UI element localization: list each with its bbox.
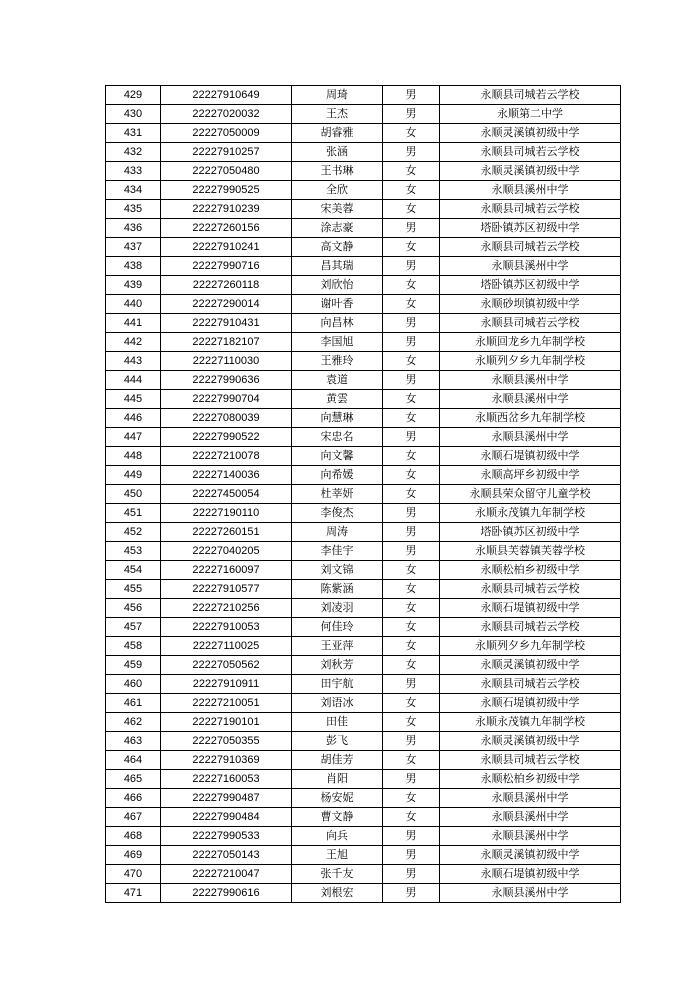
table-row <box>106 637 621 656</box>
row-number-cell: 464 <box>106 751 161 770</box>
school-name-cell: 永顺列夕乡九年制学校 <box>440 637 621 656</box>
student-name-cell: 王雅玲 <box>292 352 383 371</box>
table-row <box>106 808 621 827</box>
row-number-cell: 465 <box>106 770 161 789</box>
gender-cell: 女 <box>383 295 440 314</box>
row-number-cell: 437 <box>106 238 161 257</box>
student-name-cell: 向希媛 <box>292 466 383 485</box>
roster-table <box>105 85 621 903</box>
gender-cell: 女 <box>383 694 440 713</box>
exam-id-cell: 22227182107 <box>161 333 292 352</box>
gender-cell: 男 <box>383 865 440 884</box>
row-number-cell: 469 <box>106 846 161 865</box>
school-name-cell: 塔卧镇苏区初级中学 <box>440 523 621 542</box>
student-name-cell: 刘根宏 <box>292 884 383 903</box>
school-name-cell: 永顺县溪州中学 <box>440 181 621 200</box>
exam-id-cell: 22227910257 <box>161 143 292 162</box>
table-row <box>106 713 621 732</box>
exam-id-cell: 22227910239 <box>161 200 292 219</box>
gender-cell: 女 <box>383 789 440 808</box>
school-name-cell: 永顺县司城若云学校 <box>440 86 621 105</box>
school-name-cell: 永顺县溪州中学 <box>440 808 621 827</box>
school-name-cell: 永顺石堤镇初级中学 <box>440 865 621 884</box>
table-row <box>106 485 621 504</box>
student-name-cell: 周琦 <box>292 86 383 105</box>
gender-cell: 男 <box>383 827 440 846</box>
row-number-cell: 436 <box>106 219 161 238</box>
table-row <box>106 428 621 447</box>
school-name-cell: 永顺灵溪镇初级中学 <box>440 732 621 751</box>
student-name-cell: 谢叶香 <box>292 295 383 314</box>
row-number-cell: 434 <box>106 181 161 200</box>
row-number-cell: 461 <box>106 694 161 713</box>
school-name-cell: 永顺第二中学 <box>440 105 621 124</box>
row-number-cell: 454 <box>106 561 161 580</box>
exam-id-cell: 22227260151 <box>161 523 292 542</box>
table-row <box>106 770 621 789</box>
table-row <box>106 333 621 352</box>
roster-body <box>106 86 621 903</box>
table-row <box>106 618 621 637</box>
gender-cell: 女 <box>383 713 440 732</box>
row-number-cell: 462 <box>106 713 161 732</box>
school-name-cell: 永顺石堤镇初级中学 <box>440 694 621 713</box>
school-name-cell: 永顺县溪州中学 <box>440 428 621 447</box>
exam-id-cell: 22227190110 <box>161 504 292 523</box>
table-row <box>106 846 621 865</box>
gender-cell: 女 <box>383 124 440 143</box>
school-name-cell: 永顺县溪州中学 <box>440 390 621 409</box>
student-name-cell: 李国旭 <box>292 333 383 352</box>
table-row <box>106 86 621 105</box>
exam-id-cell: 22227040205 <box>161 542 292 561</box>
school-name-cell: 永顺灵溪镇初级中学 <box>440 124 621 143</box>
gender-cell: 女 <box>383 808 440 827</box>
school-name-cell: 永顺石堤镇初级中学 <box>440 599 621 618</box>
gender-cell: 男 <box>383 846 440 865</box>
student-name-cell: 张千友 <box>292 865 383 884</box>
gender-cell: 男 <box>383 504 440 523</box>
student-name-cell: 田宇航 <box>292 675 383 694</box>
gender-cell: 男 <box>383 542 440 561</box>
school-name-cell: 永顺县司城若云学校 <box>440 238 621 257</box>
student-name-cell: 张涵 <box>292 143 383 162</box>
student-name-cell: 刘文锦 <box>292 561 383 580</box>
row-number-cell: 452 <box>106 523 161 542</box>
student-name-cell: 王书琳 <box>292 162 383 181</box>
table-row <box>106 542 621 561</box>
row-number-cell: 450 <box>106 485 161 504</box>
student-name-cell: 王杰 <box>292 105 383 124</box>
row-number-cell: 439 <box>106 276 161 295</box>
row-number-cell: 445 <box>106 390 161 409</box>
exam-id-cell: 22227990487 <box>161 789 292 808</box>
gender-cell: 男 <box>383 257 440 276</box>
table-row <box>106 504 621 523</box>
exam-id-cell: 22227990616 <box>161 884 292 903</box>
gender-cell: 女 <box>383 637 440 656</box>
exam-id-cell: 22227020032 <box>161 105 292 124</box>
table-row <box>106 599 621 618</box>
exam-id-cell: 22227910911 <box>161 675 292 694</box>
table-row <box>106 827 621 846</box>
table-row <box>106 580 621 599</box>
exam-id-cell: 22227050009 <box>161 124 292 143</box>
student-name-cell: 刘语冰 <box>292 694 383 713</box>
school-name-cell: 永顺灵溪镇初级中学 <box>440 656 621 675</box>
student-name-cell: 肖阳 <box>292 770 383 789</box>
table-row <box>106 143 621 162</box>
gender-cell: 女 <box>383 352 440 371</box>
school-name-cell: 永顺石堤镇初级中学 <box>440 447 621 466</box>
gender-cell: 男 <box>383 770 440 789</box>
exam-id-cell: 22227190101 <box>161 713 292 732</box>
school-name-cell: 永顺县溪州中学 <box>440 884 621 903</box>
table-row <box>106 257 621 276</box>
student-name-cell: 胡睿雅 <box>292 124 383 143</box>
row-number-cell: 433 <box>106 162 161 181</box>
table-row <box>106 865 621 884</box>
school-name-cell: 永顺县溪州中学 <box>440 789 621 808</box>
student-name-cell: 周涛 <box>292 523 383 542</box>
student-name-cell: 全欣 <box>292 181 383 200</box>
exam-id-cell: 22227910577 <box>161 580 292 599</box>
exam-id-cell: 22227260156 <box>161 219 292 238</box>
exam-id-cell: 22227910053 <box>161 618 292 637</box>
exam-id-cell: 22227140036 <box>161 466 292 485</box>
student-name-cell: 王旭 <box>292 846 383 865</box>
school-name-cell: 永顺松柏乡初级中学 <box>440 561 621 580</box>
row-number-cell: 447 <box>106 428 161 447</box>
row-number-cell: 442 <box>106 333 161 352</box>
school-name-cell: 永顺县司城若云学校 <box>440 200 621 219</box>
gender-cell: 男 <box>383 523 440 542</box>
table-row <box>106 675 621 694</box>
student-name-cell: 刘秋芳 <box>292 656 383 675</box>
exam-id-cell: 22227210256 <box>161 599 292 618</box>
gender-cell: 女 <box>383 238 440 257</box>
gender-cell: 女 <box>383 409 440 428</box>
school-name-cell: 永顺列夕乡九年制学校 <box>440 352 621 371</box>
row-number-cell: 443 <box>106 352 161 371</box>
exam-id-cell: 22227210078 <box>161 447 292 466</box>
row-number-cell: 463 <box>106 732 161 751</box>
row-number-cell: 459 <box>106 656 161 675</box>
exam-id-cell: 22227110025 <box>161 637 292 656</box>
table-row <box>106 466 621 485</box>
table-row <box>106 561 621 580</box>
gender-cell: 女 <box>383 656 440 675</box>
student-name-cell: 黄雲 <box>292 390 383 409</box>
table-row <box>106 751 621 770</box>
exam-id-cell: 22227080039 <box>161 409 292 428</box>
exam-id-cell: 22227990533 <box>161 827 292 846</box>
school-name-cell: 永顺县溪州中学 <box>440 827 621 846</box>
student-name-cell: 高文静 <box>292 238 383 257</box>
row-number-cell: 431 <box>106 124 161 143</box>
student-name-cell: 刘欣怡 <box>292 276 383 295</box>
student-name-cell: 向兵 <box>292 827 383 846</box>
table-row <box>106 409 621 428</box>
school-name-cell: 永顺县荣众留守儿童学校 <box>440 485 621 504</box>
row-number-cell: 440 <box>106 295 161 314</box>
row-number-cell: 467 <box>106 808 161 827</box>
school-name-cell: 永顺县司城若云学校 <box>440 143 621 162</box>
row-number-cell: 453 <box>106 542 161 561</box>
school-name-cell: 永顺松柏乡初级中学 <box>440 770 621 789</box>
row-number-cell: 468 <box>106 827 161 846</box>
student-name-cell: 刘凌羽 <box>292 599 383 618</box>
table-row <box>106 162 621 181</box>
exam-id-cell: 22227990716 <box>161 257 292 276</box>
table-row <box>106 732 621 751</box>
gender-cell: 男 <box>383 143 440 162</box>
gender-cell: 女 <box>383 276 440 295</box>
student-name-cell: 曹文静 <box>292 808 383 827</box>
exam-id-cell: 22227910241 <box>161 238 292 257</box>
school-name-cell: 永顺县芙蓉镇芙蓉学校 <box>440 542 621 561</box>
table-row <box>106 314 621 333</box>
exam-id-cell: 22227050143 <box>161 846 292 865</box>
gender-cell: 女 <box>383 599 440 618</box>
gender-cell: 男 <box>383 333 440 352</box>
table-row <box>106 789 621 808</box>
table-row <box>106 884 621 903</box>
school-name-cell: 永顺永茂镇九年制学校 <box>440 713 621 732</box>
exam-id-cell: 22227160097 <box>161 561 292 580</box>
table-row <box>106 390 621 409</box>
row-number-cell: 449 <box>106 466 161 485</box>
table-row <box>106 219 621 238</box>
row-number-cell: 460 <box>106 675 161 694</box>
student-name-cell: 昌其瑞 <box>292 257 383 276</box>
student-name-cell: 何佳玲 <box>292 618 383 637</box>
gender-cell: 男 <box>383 371 440 390</box>
school-name-cell: 永顺县溪州中学 <box>440 371 621 390</box>
gender-cell: 女 <box>383 485 440 504</box>
gender-cell: 女 <box>383 162 440 181</box>
table-row <box>106 447 621 466</box>
school-name-cell: 永顺回龙乡九年制学校 <box>440 333 621 352</box>
table-row <box>106 200 621 219</box>
school-name-cell: 塔卧镇苏区初级中学 <box>440 219 621 238</box>
table-row <box>106 105 621 124</box>
row-number-cell: 444 <box>106 371 161 390</box>
gender-cell: 男 <box>383 86 440 105</box>
row-number-cell: 430 <box>106 105 161 124</box>
gender-cell: 男 <box>383 732 440 751</box>
student-name-cell: 杨安妮 <box>292 789 383 808</box>
school-name-cell: 永顺灵溪镇初级中学 <box>440 846 621 865</box>
row-number-cell: 457 <box>106 618 161 637</box>
school-name-cell: 永顺县司城若云学校 <box>440 580 621 599</box>
table-row <box>106 238 621 257</box>
exam-id-cell: 22227210047 <box>161 865 292 884</box>
exam-id-cell: 22227050562 <box>161 656 292 675</box>
row-number-cell: 470 <box>106 865 161 884</box>
school-name-cell: 永顺永茂镇九年制学校 <box>440 504 621 523</box>
school-name-cell: 永顺县司城若云学校 <box>440 675 621 694</box>
row-number-cell: 432 <box>106 143 161 162</box>
gender-cell: 女 <box>383 390 440 409</box>
student-name-cell: 向昌林 <box>292 314 383 333</box>
table-row <box>106 694 621 713</box>
exam-id-cell: 22227910649 <box>161 86 292 105</box>
row-number-cell: 429 <box>106 86 161 105</box>
exam-id-cell: 22227290014 <box>161 295 292 314</box>
student-name-cell: 杜莘妍 <box>292 485 383 504</box>
row-number-cell: 435 <box>106 200 161 219</box>
student-name-cell: 李佳宇 <box>292 542 383 561</box>
school-name-cell: 永顺砂坝镇初级中学 <box>440 295 621 314</box>
student-name-cell: 向文馨 <box>292 447 383 466</box>
exam-id-cell: 22227210051 <box>161 694 292 713</box>
gender-cell: 男 <box>383 675 440 694</box>
gender-cell: 女 <box>383 200 440 219</box>
gender-cell: 女 <box>383 181 440 200</box>
student-name-cell: 宋美蓉 <box>292 200 383 219</box>
gender-cell: 男 <box>383 884 440 903</box>
gender-cell: 女 <box>383 618 440 637</box>
exam-id-cell: 22227910369 <box>161 751 292 770</box>
school-name-cell: 永顺县司城若云学校 <box>440 751 621 770</box>
school-name-cell: 塔卧镇苏区初级中学 <box>440 276 621 295</box>
student-name-cell: 王亚萍 <box>292 637 383 656</box>
school-name-cell: 永顺县溪州中学 <box>440 257 621 276</box>
exam-id-cell: 22227450054 <box>161 485 292 504</box>
row-number-cell: 455 <box>106 580 161 599</box>
table-row <box>106 352 621 371</box>
school-name-cell: 永顺灵溪镇初级中学 <box>440 162 621 181</box>
exam-id-cell: 22227990704 <box>161 390 292 409</box>
student-name-cell: 陈紫涵 <box>292 580 383 599</box>
exam-id-cell: 22227990525 <box>161 181 292 200</box>
student-name-cell: 向慧琳 <box>292 409 383 428</box>
exam-id-cell: 22227910431 <box>161 314 292 333</box>
row-number-cell: 458 <box>106 637 161 656</box>
gender-cell: 女 <box>383 580 440 599</box>
exam-id-cell: 22227050355 <box>161 732 292 751</box>
gender-cell: 女 <box>383 561 440 580</box>
row-number-cell: 466 <box>106 789 161 808</box>
student-name-cell: 涂志豪 <box>292 219 383 238</box>
table-row <box>106 656 621 675</box>
gender-cell: 男 <box>383 314 440 333</box>
student-name-cell: 田佳 <box>292 713 383 732</box>
table-row <box>106 181 621 200</box>
student-name-cell: 宋忠名 <box>292 428 383 447</box>
exam-id-cell: 22227110030 <box>161 352 292 371</box>
school-name-cell: 永顺西岔乡九年制学校 <box>440 409 621 428</box>
row-number-cell: 471 <box>106 884 161 903</box>
exam-id-cell: 22227260118 <box>161 276 292 295</box>
student-name-cell: 李俊杰 <box>292 504 383 523</box>
row-number-cell: 451 <box>106 504 161 523</box>
school-name-cell: 永顺高坪乡初级中学 <box>440 466 621 485</box>
school-name-cell: 永顺县司城若云学校 <box>440 618 621 637</box>
gender-cell: 男 <box>383 428 440 447</box>
student-name-cell: 袁道 <box>292 371 383 390</box>
table-row <box>106 276 621 295</box>
gender-cell: 男 <box>383 105 440 124</box>
row-number-cell: 441 <box>106 314 161 333</box>
exam-id-cell: 22227990522 <box>161 428 292 447</box>
gender-cell: 女 <box>383 466 440 485</box>
school-name-cell: 永顺县司城若云学校 <box>440 314 621 333</box>
exam-id-cell: 22227990636 <box>161 371 292 390</box>
row-number-cell: 438 <box>106 257 161 276</box>
table-row <box>106 523 621 542</box>
student-name-cell: 胡佳芳 <box>292 751 383 770</box>
student-name-cell: 彭飞 <box>292 732 383 751</box>
row-number-cell: 456 <box>106 599 161 618</box>
exam-id-cell: 22227160053 <box>161 770 292 789</box>
exam-id-cell: 22227050480 <box>161 162 292 181</box>
table-row <box>106 371 621 390</box>
gender-cell: 女 <box>383 751 440 770</box>
table-row <box>106 124 621 143</box>
row-number-cell: 448 <box>106 447 161 466</box>
exam-id-cell: 22227990484 <box>161 808 292 827</box>
row-number-cell: 446 <box>106 409 161 428</box>
gender-cell: 男 <box>383 219 440 238</box>
gender-cell: 女 <box>383 447 440 466</box>
table-row <box>106 295 621 314</box>
